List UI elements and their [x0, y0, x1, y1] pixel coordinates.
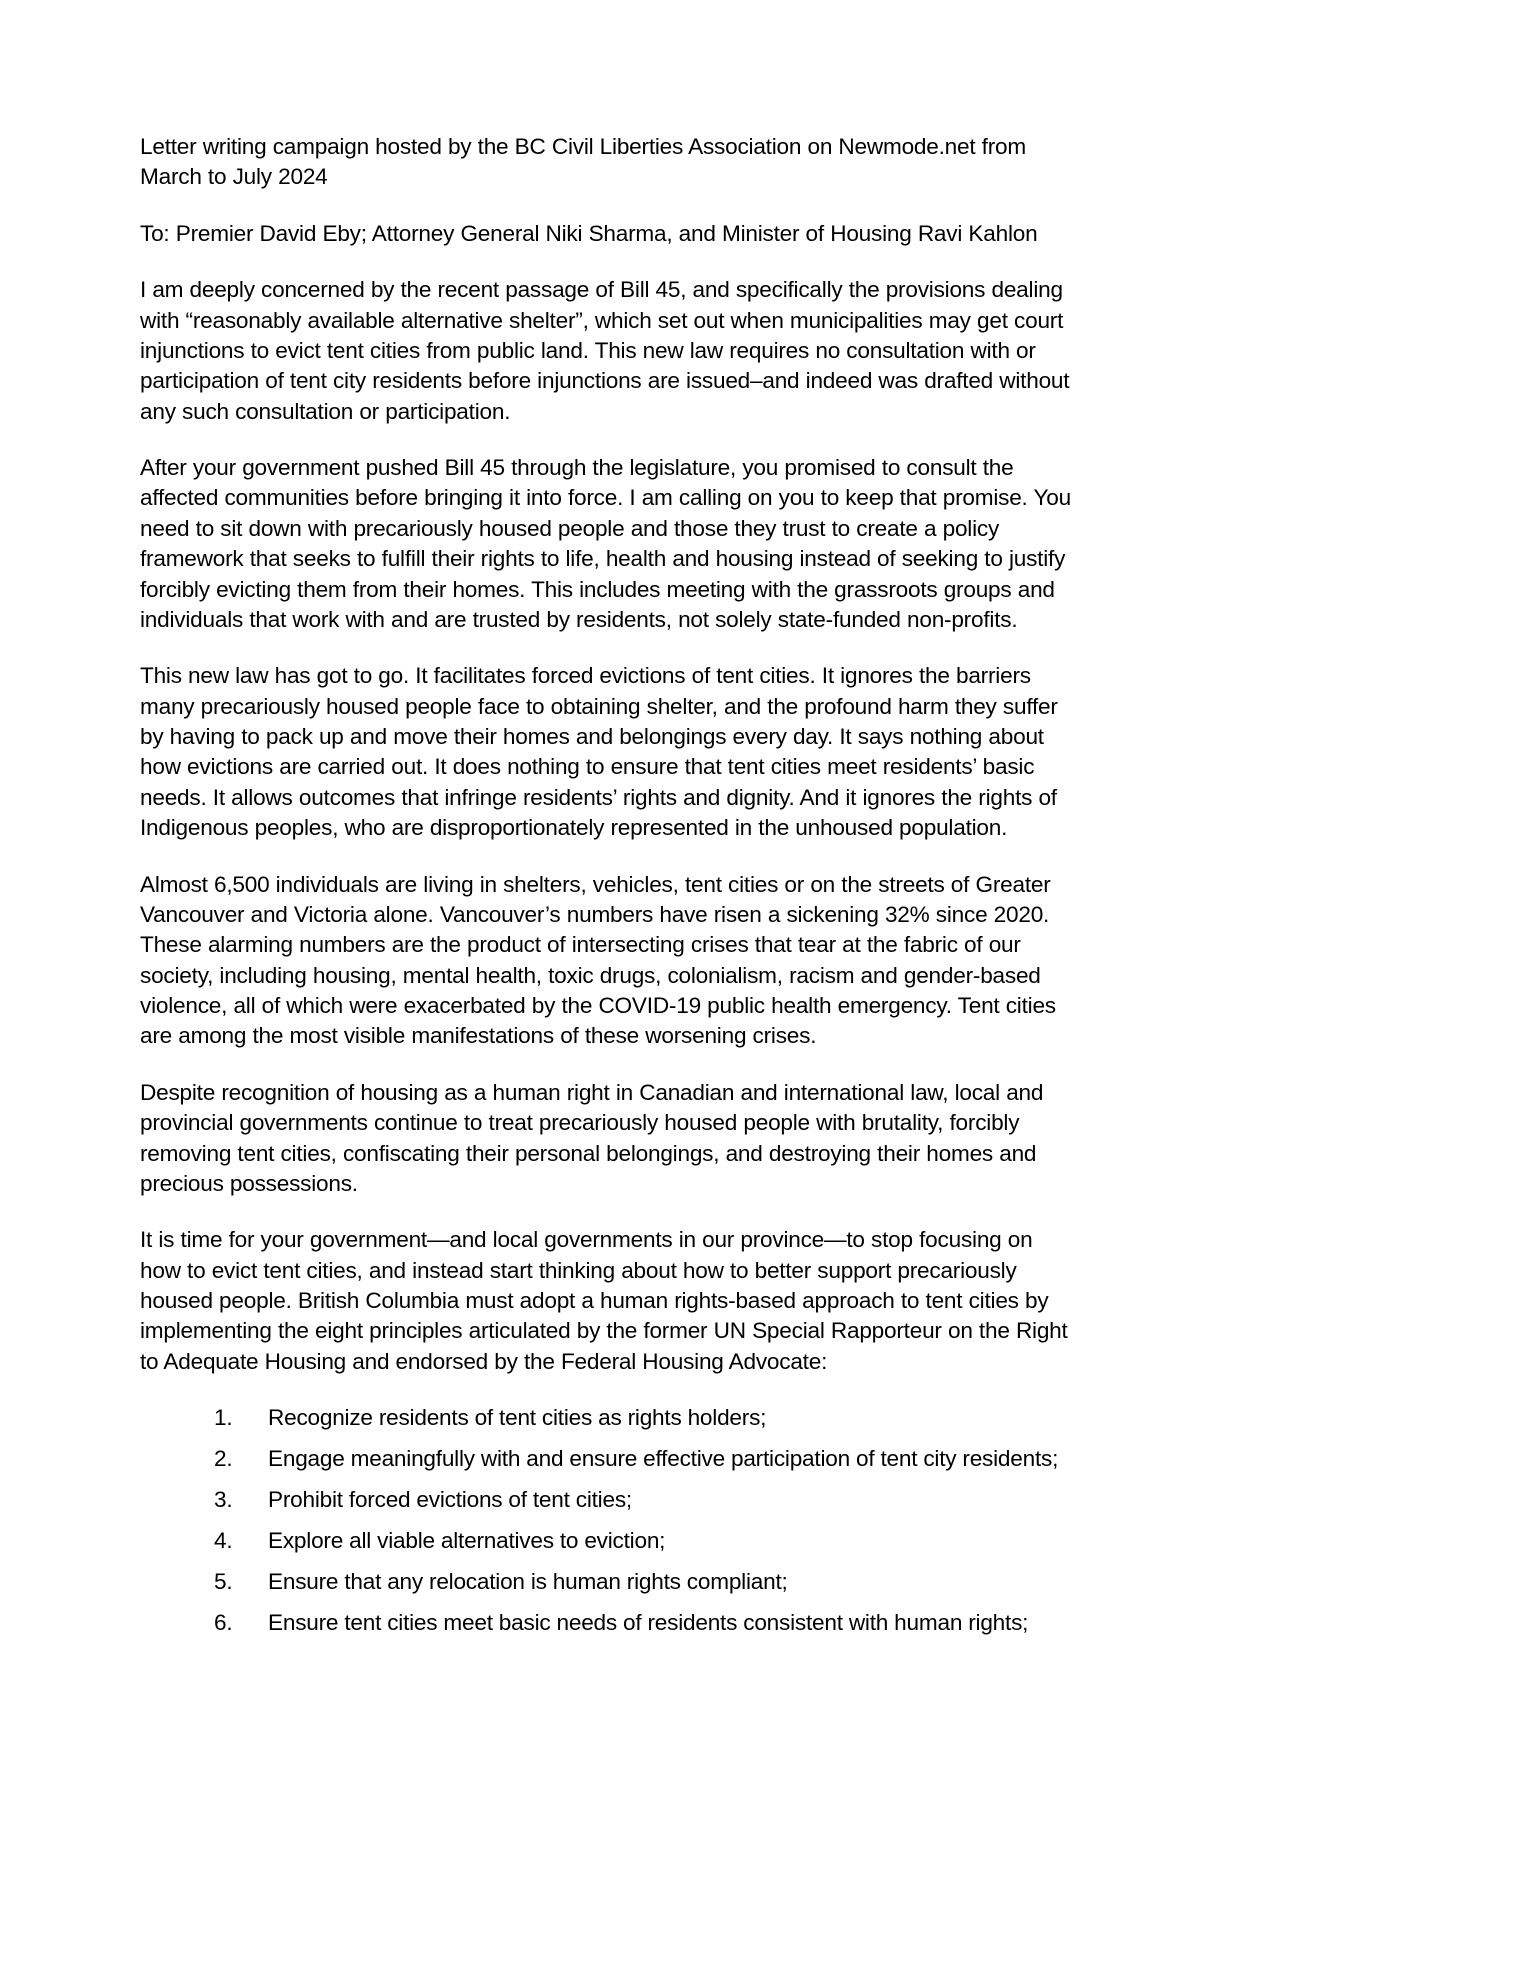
list-item: Ensure tent cities meet basic needs of residents consistent with human rights; — [268, 1609, 1029, 1635]
list-item: Recognize residents of tent cities as rights holders; — [268, 1405, 767, 1431]
list-item: Prohibit forced evictions of tent cities; — [268, 1486, 632, 1512]
paragraph-law-must-go: This new law has got to go. It facilitates forced evictions of tent cities. It ignores the barriers many precariously housed people face to obtaining shelter, and the profound harm they suffer by having to pack up and move their homes and belongings every day. It says nothing about how evictions are carried out. It does nothing to ensure that tent cities meet residents’ basic needs. It allows outcomes that infringe residents’ rights and dignity. And it ignores the rights of Indigenous peoples, who are disproportionately represented in the unhoused population. — [140, 663, 1058, 841]
list-item: Engage meaningfully with and ensure effective participation of tent city residents; — [268, 1446, 1059, 1471]
list-item: Ensure that any relocation is human rights compliant; — [268, 1568, 788, 1594]
paragraph-concern: I am deeply concerned by the recent passage of Bill 45, and specifically the provisions dealing with “reasonably available alternative shelter”, which set out when municipalities may get court injunctions to evict tent cities from public land. This new law requires no consultation with or participation of tent city residents before injunctions are issued–and indeed was drafted without any such consultation or participation. — [140, 277, 1070, 424]
paragraph-consultation-promise: After your government pushed Bill 45 through the legislature, you promised to consult the affected communities before bringing it into force. I am calling on you to keep that promise. You need to sit down with precariously housed people and those they trust to create a policy framework that seeks to fulfill their rights to life, health and housing instead of seeking to justify forcibly evicting them from their homes. This includes meeting with the grassroots groups and individuals that work with and are trusted by residents, not solely state-funded non-profits. — [140, 455, 1071, 632]
list-item: Explore all viable alternatives to eviction; — [268, 1527, 666, 1553]
paragraph-statistics: Almost 6,500 individuals are living in shelters, vehicles, tent cities or on the streets of Greater Vancouver and Victoria alone. Vancouver’s numbers have risen a sickening 32% since 2020. These alarming numbers are the product of intersecting crises that tear at the fabric of our society, including housing, mental health, toxic drugs, colonialism, racism and gender-based violence, all of which were exacerbated by the COVID-19 public health emergency. Tent cities are among the most visible manifestations of these worsening crises. — [140, 871, 1056, 1049]
document-body — [140, 132, 1075, 1648]
paragraph-housing-rights: Despite recognition of housing as a human right in Canadian and international law, local and provincial governments continue to treat precariously housed people with brutality, forcibly removing tent cities, confiscating their personal belongings, and destroying their homes and precious possessions. — [140, 1079, 1044, 1196]
campaign-header-note: Letter writing campaign hosted by the BC Civil Liberties Association on Newmode.net from March to July 2024 — [140, 134, 1026, 190]
paragraph-call-to-action: It is time for your government—and local governments in our province—to stop focusing on how to evict tent cities, and instead start thinking about how to better support precariously housed people. British Columbia must adopt a human rights-based approach to tent cities by implementing the eight principles articulated by the former UN Special Rapporteur on the Right to Adequate Housing and endorsed by the Federal Housing Advocate: — [140, 1227, 1068, 1374]
addressee-line: To: Premier David Eby; Attorney General Niki Sharma, and Minister of Housing Ravi Kahlon — [140, 220, 1038, 246]
principles-list — [140, 1403, 1075, 1638]
